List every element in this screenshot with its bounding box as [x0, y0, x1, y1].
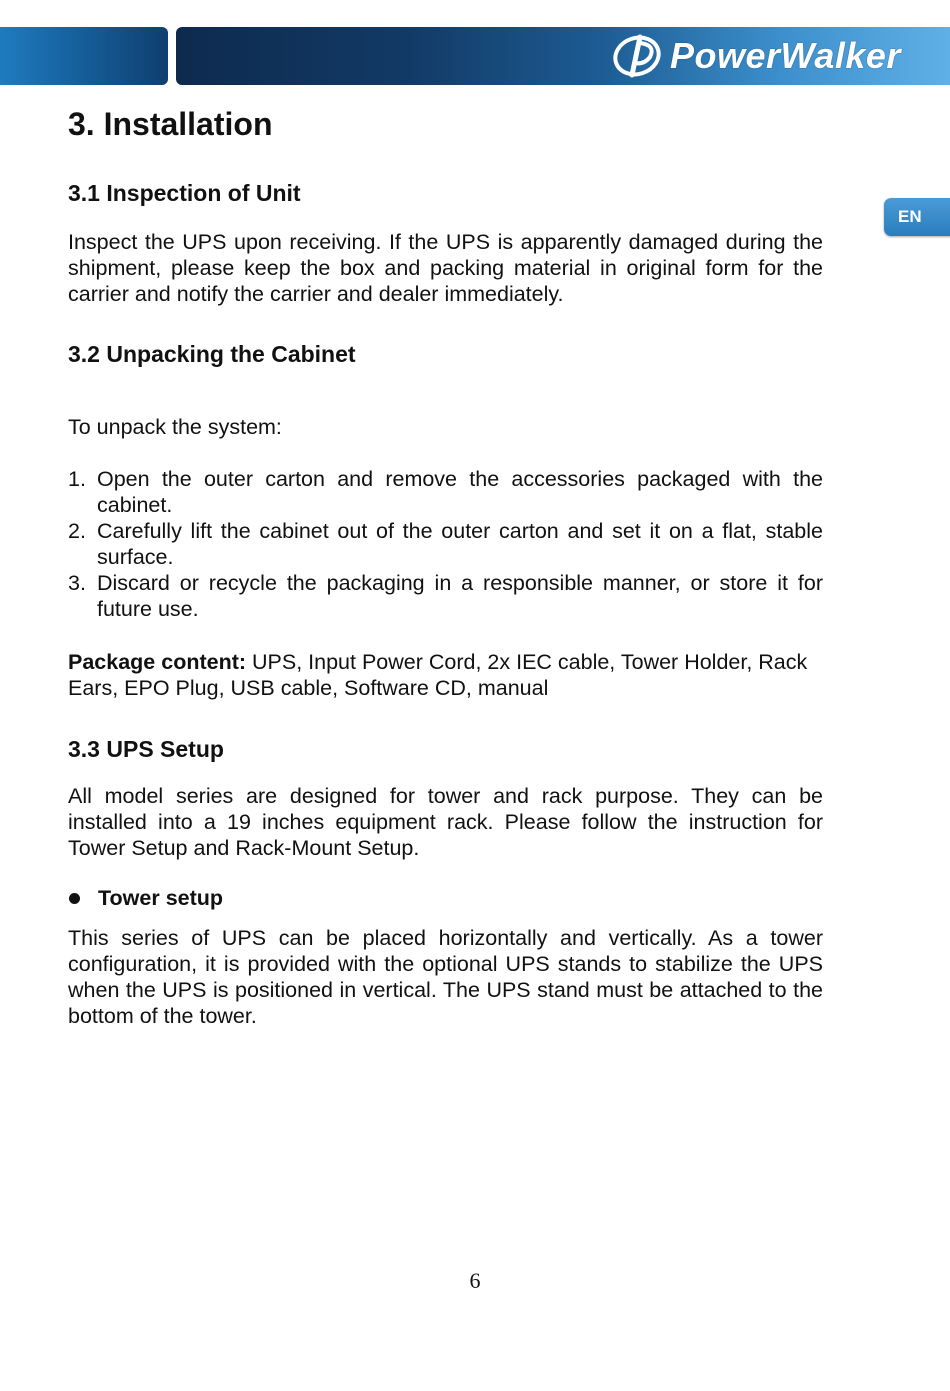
section-heading-unpacking: 3.2 Unpacking the Cabinet: [68, 341, 356, 367]
power-logo-icon: [610, 33, 668, 79]
header-band-left: [0, 27, 168, 85]
tower-setup-bullet: [68, 886, 823, 911]
list-item: [68, 570, 823, 622]
ups-setup-paragraph: All model series are designed for tower and rack purpose. They can be installed into a 19 inches equipment rack. Please follow the instruction for Tower Setup and Rack-Mount Setup.: [68, 784, 823, 860]
list-item: [68, 466, 823, 518]
page-number: 6: [469, 1268, 481, 1293]
unpacking-intro-block: [68, 414, 823, 440]
page-title: 3. Installation: [68, 106, 273, 142]
language-tab[interactable]: EN: [884, 198, 950, 236]
unpacking-steps: [68, 466, 823, 622]
list-item: [68, 518, 823, 570]
step-number: 2.: [68, 519, 86, 543]
package-content: [68, 649, 823, 701]
bullet-icon: [69, 893, 80, 904]
section-body-inspection: [68, 229, 823, 307]
tower-setup-body-block: [68, 925, 823, 1029]
unpacking-intro: To unpack the system:: [68, 415, 282, 439]
brand-logo: [610, 33, 940, 79]
tower-setup-paragraph: This series of UPS can be placed horizontally and vertically. As a tower configuration, it is provided with the optional UPS stands to stabilize the UPS when the UPS is positioned in vertical. The UPS stand must be attached to the bottom of the tower.: [68, 926, 823, 1028]
section-heading-inspection: 3.1 Inspection of Unit: [68, 180, 301, 206]
package-content-label: Package content:: [68, 650, 247, 674]
step-text: Open the outer carton and remove the accessories packaged with the cabinet.: [97, 467, 823, 517]
package-content-block: [68, 649, 823, 701]
step-number: 3.: [68, 571, 86, 595]
step-text: Discard or recycle the packaging in a responsible manner, or store it for future use.: [97, 571, 823, 621]
section-heading-ups-setup: 3.3 UPS Setup: [68, 736, 224, 762]
tower-setup-label: Tower setup: [98, 886, 224, 910]
step-number: 1.: [68, 467, 86, 491]
brand-name: PowerWalker: [670, 35, 901, 76]
package-content-text: UPS, Input Power Cord, 2x IEC cable, Tower Holder, Rack Ears, EPO Plug, USB cable, Software CD, manual: [68, 650, 808, 700]
ups-setup-block: [68, 783, 823, 861]
header-band: [0, 27, 950, 85]
inspection-paragraph: Inspect the UPS upon receiving. If the UPS is apparently damaged during the shipment, please keep the box and packing material in original form for the carrier and notify the carrier and dealer immediately.: [68, 230, 823, 306]
step-text: Carefully lift the cabinet out of the outer carton and set it on a flat, stable surface.: [97, 519, 823, 569]
